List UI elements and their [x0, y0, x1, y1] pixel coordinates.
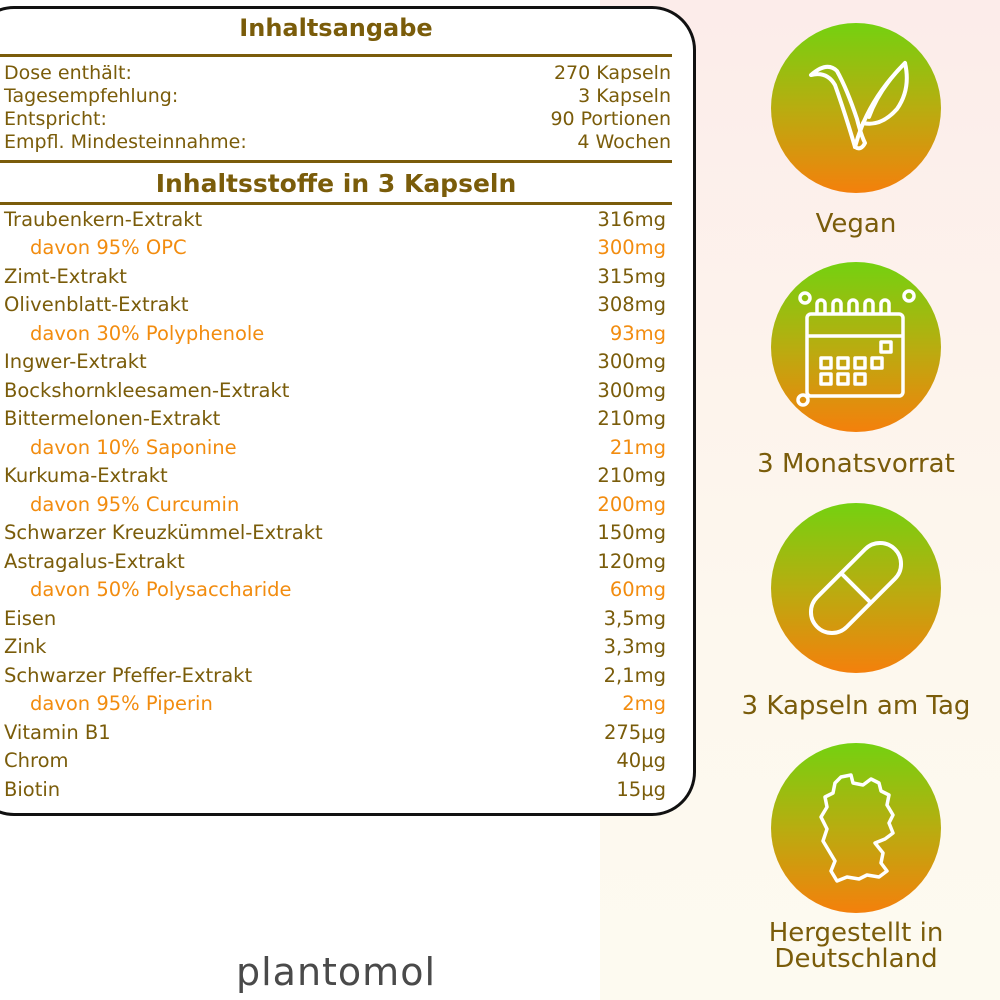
ingredient-name: Olivenblatt-Extrakt: [4, 293, 189, 316]
ingredient-amount: 93mg: [609, 322, 666, 345]
ingredient-name: Bockshornkleesamen-Extrakt: [4, 379, 290, 402]
ingredient-name: Eisen: [4, 607, 57, 630]
ingredient-amount: 15µg: [616, 778, 666, 801]
ingredient-row: [4, 379, 666, 405]
ingredient-row: [4, 664, 666, 690]
ingredient-row: [4, 721, 666, 747]
ingredient-name: Schwarzer Pfeffer-Extrakt: [4, 664, 253, 687]
ingredient-row: [4, 778, 666, 804]
ingredient-amount: 210mg: [597, 464, 666, 487]
info-row: [4, 85, 671, 108]
ingredient-amount: 40µg: [616, 749, 666, 772]
ingredient-row: [4, 293, 666, 319]
ingredient-amount: 316mg: [597, 208, 666, 231]
ingredient-name: davon 95% Piperin: [30, 692, 213, 715]
badge-label-line1: Hergestellt in: [768, 918, 944, 948]
ingredients-divider: [0, 202, 672, 205]
ingredient-amount: 300mg: [597, 236, 666, 259]
panel-title: Inhaltsangabe: [239, 14, 433, 42]
ingredient-row: [4, 265, 666, 291]
ingredient-row: [4, 208, 666, 234]
ingredient-name: Kurkuma-Extrakt: [4, 464, 168, 487]
info-value: 3 Kapseln: [578, 85, 671, 107]
badge-label-group: [700, 920, 1000, 972]
ingredient-name: Schwarzer Kreuzkümmel-Extrakt: [4, 521, 323, 544]
ingredient-name: davon 50% Polysaccharide: [30, 578, 292, 601]
vegan-leaf-icon: [771, 23, 941, 193]
germany-map-icon: [771, 743, 941, 913]
ingredient-amount: 300mg: [597, 379, 666, 402]
ingredients-title: Inhaltsstoffe in 3 Kapseln: [155, 169, 517, 198]
info-row: [4, 131, 671, 154]
ingredient-amount: 21mg: [609, 436, 666, 459]
info-value: 270 Kapseln: [553, 62, 671, 84]
info-value: 90 Portionen: [550, 108, 671, 130]
ingredient-name: Biotin: [4, 778, 61, 801]
ingredient-name: davon 10% Saponine: [30, 436, 237, 459]
capsule-icon: [771, 503, 941, 673]
ingredient-row: [4, 749, 666, 775]
info-label: Dose enthält:: [4, 62, 132, 84]
ingredient-name: Astragalus-Extrakt: [4, 550, 185, 573]
ingredient-name: Chrom: [4, 749, 69, 772]
dosage-badge: [771, 503, 941, 673]
supply-badge: [771, 262, 941, 432]
sub-ingredient-row: [4, 493, 666, 519]
ingredient-name: davon 95% Curcumin: [30, 493, 240, 516]
ingredient-name: Ingwer-Extrakt: [4, 350, 147, 373]
ingredient-name: davon 95% OPC: [30, 236, 187, 259]
ingredient-row: [4, 464, 666, 490]
ingredient-name: Traubenkern-Extrakt: [4, 208, 203, 231]
ingredient-amount: 120mg: [597, 550, 666, 573]
info-label: Entspricht:: [4, 108, 107, 130]
ingredient-amount: 2mg: [622, 692, 666, 715]
sub-ingredient-row: [4, 322, 666, 348]
ingredient-name: Zimt-Extrakt: [4, 265, 127, 288]
ingredient-amount: 275µg: [603, 721, 666, 744]
ingredient-amount: 200mg: [597, 493, 666, 516]
sub-ingredient-row: [4, 436, 666, 462]
section-divider: [0, 160, 672, 163]
info-row: [4, 62, 671, 85]
info-value: 4 Wochen: [577, 131, 671, 153]
ingredient-row: [4, 607, 666, 633]
sub-ingredient-row: [4, 578, 666, 604]
calendar-icon: [771, 262, 941, 432]
ingredient-amount: 3,5mg: [603, 607, 666, 630]
ingredient-row: [4, 407, 666, 433]
ingredient-amount: 308mg: [597, 293, 666, 316]
ingredient-row: [4, 635, 666, 661]
ingredient-name: Zink: [4, 635, 47, 658]
ingredient-amount: 210mg: [597, 407, 666, 430]
badge-label: 3 Monatsvorrat: [757, 449, 955, 479]
badge-label: Vegan: [815, 209, 897, 239]
ingredient-amount: 3,3mg: [603, 635, 666, 658]
ingredient-name: Vitamin B1: [4, 721, 111, 744]
ingredient-amount: 300mg: [597, 350, 666, 373]
sub-ingredient-row: [4, 236, 666, 262]
ingredient-amount: 60mg: [609, 578, 666, 601]
ingredient-amount: 2,1mg: [603, 664, 666, 687]
info-row: [4, 108, 671, 131]
vegan-badge: [771, 23, 941, 193]
sub-ingredient-row: [4, 692, 666, 718]
ingredient-name: davon 30% Polyphenole: [30, 322, 265, 345]
info-label: Tagesempfehlung:: [4, 85, 179, 107]
made-in-germany-badge: [771, 743, 941, 913]
title-divider: [0, 54, 672, 57]
badge-label: 3 Kapseln am Tag: [741, 691, 971, 721]
brand-logo: plantomol: [235, 950, 437, 994]
ingredient-amount: 315mg: [597, 265, 666, 288]
ingredient-row: [4, 521, 666, 547]
ingredient-row: [4, 550, 666, 576]
ingredient-amount: 150mg: [597, 521, 666, 544]
badge-label-line2: Deutschland: [774, 944, 938, 974]
ingredient-row: [4, 350, 666, 376]
info-label: Empfl. Mindesteinnahme:: [4, 131, 247, 153]
ingredient-name: Bittermelonen-Extrakt: [4, 407, 221, 430]
